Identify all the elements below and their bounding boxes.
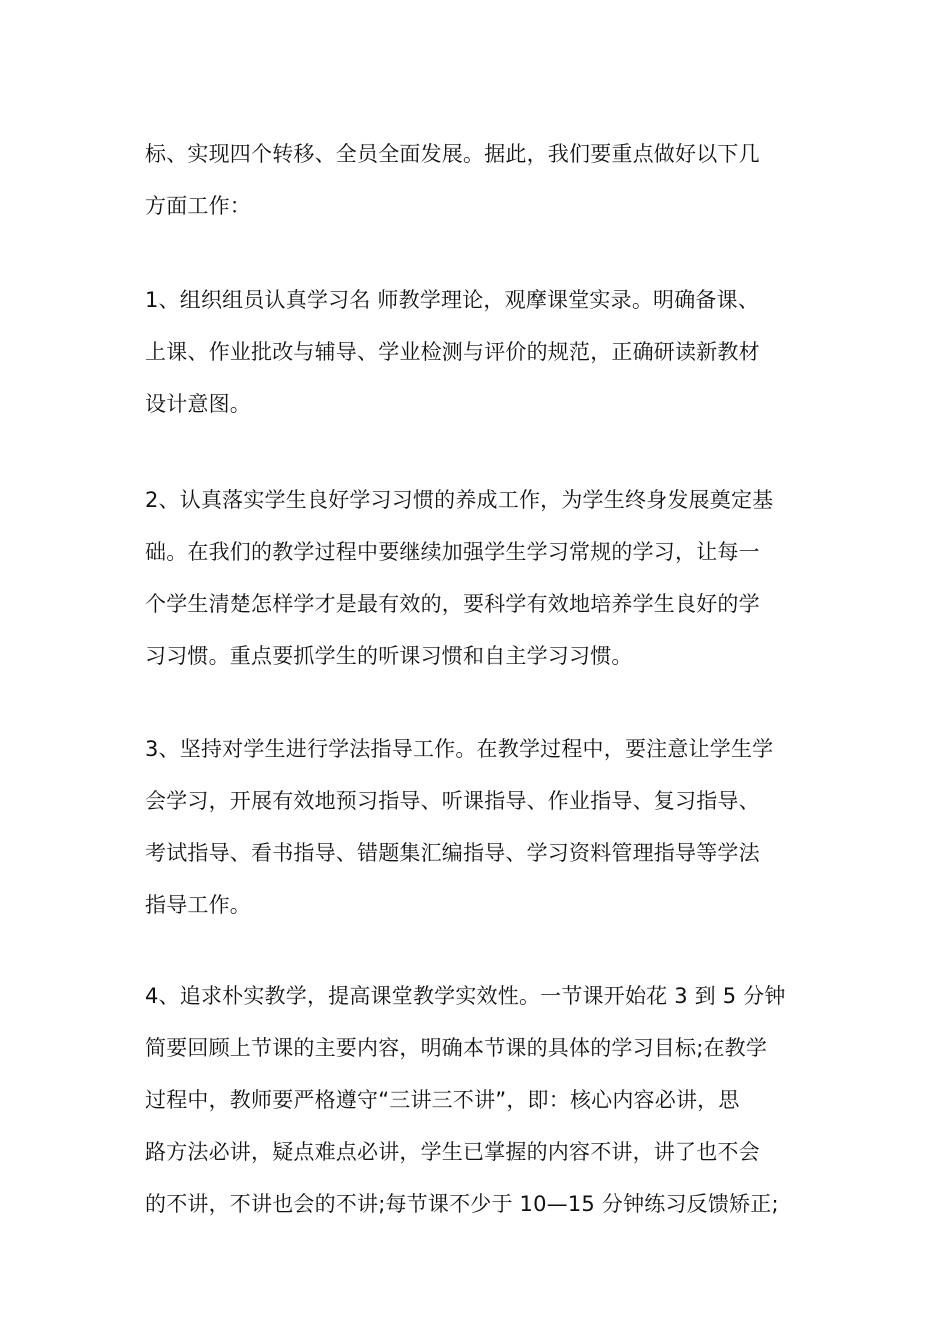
text-line: 方面工作： <box>145 194 251 218</box>
text-line: 会学习，开展有效地预习指导、听课指导、作业指导、复习指导、 <box>145 789 760 813</box>
text-line: 1、组织组员认真学习名 师教学理论，观摩课堂实录。明确备课、 <box>145 288 760 312</box>
paragraph-item-3 <box>145 723 815 931</box>
text-line: 上课、作业批改与辅导、学业检测与评价的规范，正确研读新教材 <box>145 340 760 364</box>
text-line: 简要回顾上节课的主要内容，明确本节课的具体的学习目标;在教学 <box>145 1036 768 1060</box>
paragraph-intro <box>145 128 815 232</box>
text-line: 设计意图。 <box>145 392 251 416</box>
text-line: 础。在我们的教学过程中要继续加强学生学习常规的学习，让每一 <box>145 540 760 564</box>
text-line: 2、认真落实学生良好学习习惯的养成工作，为学生终身发展奠定基 <box>145 488 774 512</box>
text-line: 习习惯。重点要抓学生的听课习惯和自主学习习惯。 <box>145 644 633 668</box>
text-line: 路方法必讲，疑点难点必讲，学生已掌握的内容不讲，讲了也不会 <box>145 1140 760 1164</box>
text-line: 的不讲，不讲也会的不讲;每节课不少于 10—15 分钟练习反馈矫正; <box>145 1192 779 1216</box>
text-line: 个学生清楚怎样学才是最有效的，要科学有效地培养学生良好的学 <box>145 592 760 616</box>
paragraph-item-2 <box>145 474 815 682</box>
text-line: 过程中，教师要严格遵守“三讲三不讲”，即：核心内容必讲，思 <box>145 1088 740 1112</box>
text-line: 3、坚持对学生进行学法指导工作。在教学过程中，要注意让学生学 <box>145 737 774 761</box>
paragraph-item-1 <box>145 274 815 430</box>
text-line: 4、追求朴实教学，提高课堂教学实效性。一节课开始花 3 到 5 分钟 <box>145 984 786 1008</box>
paragraph-item-4 <box>145 970 815 1230</box>
text-line: 指导工作。 <box>145 893 251 917</box>
text-line: 考试指导、看书指导、错题集汇编指导、学习资料管理指导等学法 <box>145 841 760 865</box>
text-line: 标、实现四个转移、全员全面发展。据此，我们要重点做好以下几 <box>145 142 760 166</box>
